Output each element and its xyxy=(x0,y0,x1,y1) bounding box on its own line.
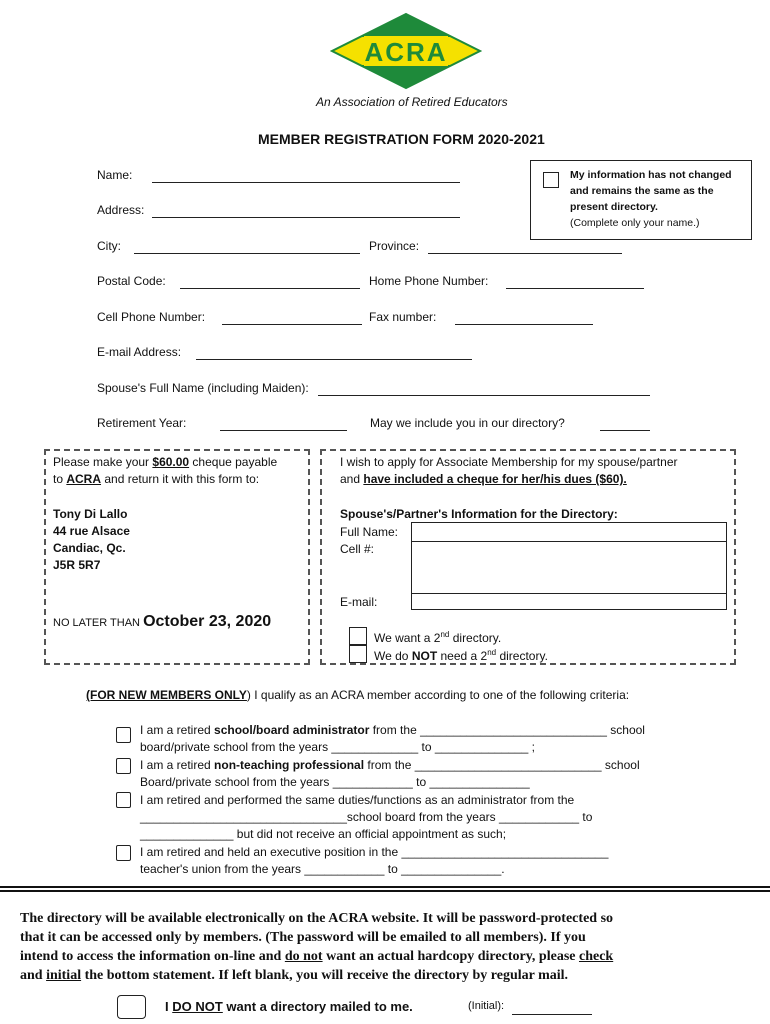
logo-text: ACRA xyxy=(364,37,448,67)
no-mail-statement: I DO NOT want a directory mailed to me. xyxy=(165,999,413,1014)
section-divider xyxy=(0,886,770,892)
criterion-2-line2: Board/private school from the years ____________ to _______________ xyxy=(140,775,530,789)
retirement-year-field[interactable] xyxy=(220,430,347,431)
unchanged-info-box xyxy=(530,160,752,240)
unchanged-line3: present directory. xyxy=(570,201,658,213)
associate-line1: I wish to apply for Associate Membership for my spouse/partner xyxy=(340,455,678,469)
name-field[interactable] xyxy=(152,182,460,183)
initial-field[interactable] xyxy=(512,1014,592,1015)
criterion-2-line1: I am a retired non-teaching professional from the ____________________________ school xyxy=(140,758,640,772)
deadline: NO LATER THAN October 23, 2020 xyxy=(53,613,272,630)
spouse-info-heading: Spouse's/Partner's Information for the Directory: xyxy=(340,507,618,521)
city-field[interactable] xyxy=(134,253,360,254)
cell-phone-label: Cell Phone Number: xyxy=(97,310,206,324)
unchanged-checkbox[interactable] xyxy=(543,172,559,188)
criterion-4-checkbox[interactable] xyxy=(116,845,131,861)
province-label: Province: xyxy=(369,239,420,253)
initial-label: (Initial): xyxy=(468,1000,505,1012)
email-field[interactable] xyxy=(196,359,472,360)
no-second-directory-label: We do NOT need a 2nd directory. xyxy=(374,648,548,663)
spouse-email-label: E-mail: xyxy=(340,595,378,609)
criterion-3-line1: I am retired and performed the same duties/functions as an administrator from the xyxy=(140,793,575,807)
fee-amount: $60.00 xyxy=(152,455,190,469)
directory-question-label: May we include you in our directory? xyxy=(370,416,565,430)
mailing-street: 44 rue Alsace xyxy=(53,524,130,538)
no-mail-checkbox[interactable] xyxy=(117,995,146,1019)
name-label: Name: xyxy=(97,168,133,182)
unchanged-line2: and remains the same as the xyxy=(570,185,714,197)
postal-code-field[interactable] xyxy=(180,288,360,289)
form-title: MEMBER REGISTRATION FORM 2020-2021 xyxy=(258,131,545,147)
want-second-directory-label: We want a 2nd directory. xyxy=(374,630,502,645)
home-phone-field[interactable] xyxy=(506,288,644,289)
criterion-4-line2: teacher's union from the years ____________ to _______________. xyxy=(140,862,505,876)
criteria-intro: (FOR NEW MEMBERS ONLY) I qualify as an ACRA member according to one of the following criteria: xyxy=(86,688,630,702)
criterion-1-checkbox[interactable] xyxy=(116,727,131,743)
cell-phone-field[interactable] xyxy=(222,324,362,325)
unchanged-line1: My information has not changed xyxy=(570,169,732,181)
notice-line1: The directory will be available electronically on the ACRA website. It will be password-protected so xyxy=(20,911,614,926)
associate-line2: and have included a cheque for her/his dues ($60). xyxy=(340,472,627,486)
notice-line3: intend to access the information on-line and do not want an actual hardcopy directory, please check xyxy=(20,949,614,964)
city-label: City: xyxy=(97,239,121,253)
notice-line4: and initial the bottom statement. If left blank, you will receive the directory by regular mail. xyxy=(20,968,569,983)
province-field[interactable] xyxy=(428,253,622,254)
unchanged-line4: (Complete only your name.) xyxy=(570,217,700,229)
criterion-1-line2: board/private school from the years _____________ to ______________ ; xyxy=(140,740,535,754)
payment-line1: Please make your $60.00 cheque payable xyxy=(53,455,278,469)
payment-line2: to ACRA and return it with this form to: xyxy=(53,472,260,486)
address-label: Address: xyxy=(97,203,145,217)
email-label: E-mail Address: xyxy=(97,345,182,359)
logo-tagline: An Association of Retired Educators xyxy=(316,95,508,109)
retirement-year-label: Retirement Year: xyxy=(97,416,187,430)
spouse-fullname-label: Full Name: xyxy=(340,525,399,539)
spouse-cell-label: Cell #: xyxy=(340,542,375,556)
fax-label: Fax number: xyxy=(369,310,437,324)
home-phone-label: Home Phone Number: xyxy=(369,274,489,288)
criterion-1-line1: I am a retired school/board administrator from the ____________________________ school xyxy=(140,723,645,737)
spouse-info-box[interactable] xyxy=(411,522,727,610)
mailing-name: Tony Di Lallo xyxy=(53,507,128,521)
mailing-city: Candiac, Qc. xyxy=(53,541,126,555)
notice-line2: that it can be accessed only by members. (The password will be emailed to all members). If you xyxy=(20,930,586,945)
address-field[interactable] xyxy=(152,217,460,218)
criterion-4-line1: I am retired and held an executive position in the _______________________________ xyxy=(140,845,609,859)
spouse-name-field[interactable] xyxy=(318,395,650,396)
criterion-3-line3: ______________ but did not receive an official appointment as such; xyxy=(140,827,507,841)
criterion-3-line2: _______________________________school board from the years ____________ to xyxy=(140,810,593,824)
criterion-2-checkbox[interactable] xyxy=(116,758,131,774)
directory-answer-field[interactable] xyxy=(600,430,650,431)
acra-logo xyxy=(330,12,482,90)
postal-code-label: Postal Code: xyxy=(97,274,166,288)
fax-field[interactable] xyxy=(455,324,593,325)
spouse-name-label: Spouse's Full Name (including Maiden): xyxy=(97,381,309,395)
mailing-postal: J5R 5R7 xyxy=(53,558,101,572)
no-second-directory-checkbox[interactable] xyxy=(349,645,367,663)
criterion-3-checkbox[interactable] xyxy=(116,792,131,808)
want-second-directory-checkbox[interactable] xyxy=(349,627,367,645)
